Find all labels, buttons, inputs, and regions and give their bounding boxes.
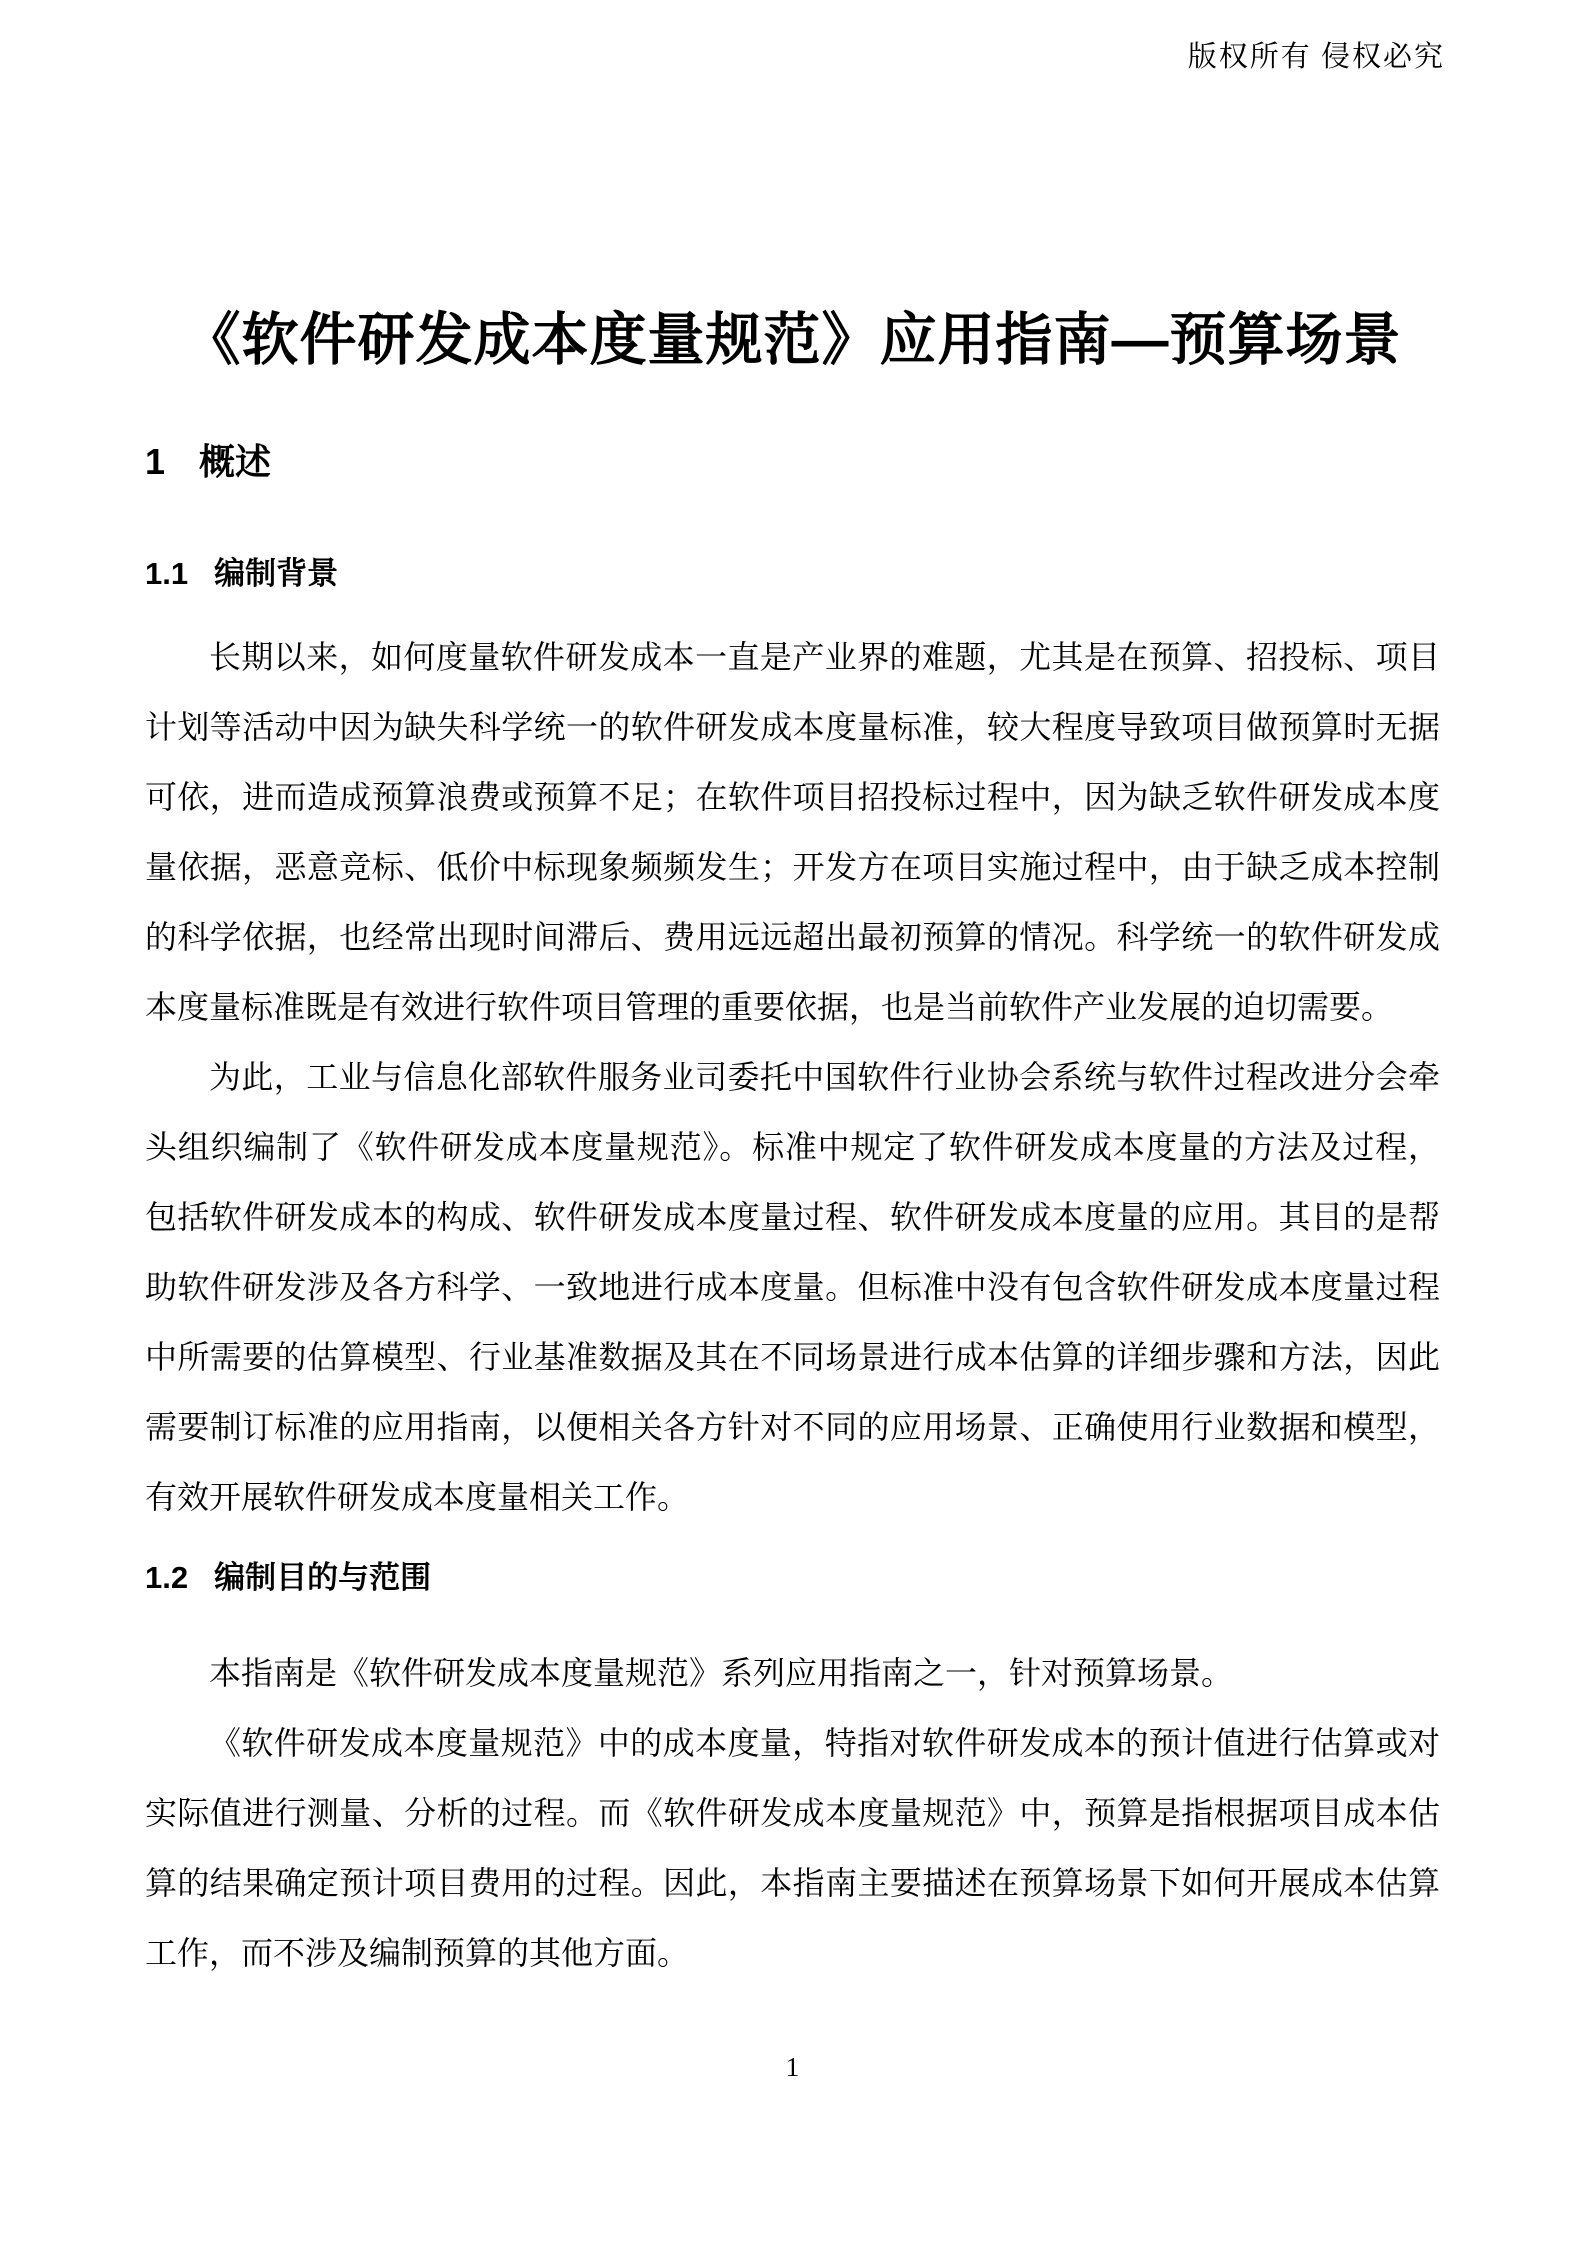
- section-1-2-body: [145, 1638, 1440, 1988]
- paragraph: 《软件研发成本度量规范》中的成本度量，特指对软件研发成本的预计值进行估算或对实际值进行测量、分析的过程。而《软件研发成本度量规范》中，预算是指根据项目成本估算的结果确定预计项目费用的过程。因此，本指南主要描述在预算场景下如何开展成本估算工作，而不涉及编制预算的其他方面。: [145, 1725, 1440, 1971]
- section-number: 1.2: [145, 1560, 189, 1595]
- section-heading-1: [145, 434, 271, 485]
- section-number: 1.1: [145, 556, 189, 591]
- section-title: 编制背景: [214, 556, 339, 591]
- section-1-1-body: [145, 622, 1440, 1532]
- section-number: 1: [145, 441, 166, 482]
- paragraph: 本指南是《软件研发成本度量规范》系列应用指南之一，针对预算场景。: [209, 1655, 1234, 1691]
- section-heading-1-1: [145, 548, 338, 593]
- page-number: 1: [785, 2052, 800, 2082]
- document-title: 《软件研发成本度量规范》应用指南—预算场景: [183, 308, 1402, 373]
- paragraph: 为此，工业与信息化部软件服务业司委托中国软件行业协会系统与软件过程改进分会牵头组织编制了《软件研发成本度量规范》。标准中规定了软件研发成本度量的方法及过程，包括软件研发成本的构成、软件研发成本度量过程、软件研发成本度量的应用。其目的是帮助软件研发涉及各方科学、一致地进行成本度量。但标准中没有包含软件研发成本度量过程中所需要的估算模型、行业基准数据及其在不同场景进行成本估算的详细步骤和方法，因此需要制订标准的应用指南，以便相关各方针对不同的应用场景、正确使用行业数据和模型，有效开展软件研发成本度量相关工作。: [145, 1059, 1440, 1515]
- copyright-notice: 版权所有 侵权必究: [1187, 41, 1445, 73]
- paragraph: 长期以来，如何度量软件研发成本一直是产业界的难题，尤其是在预算、招投标、项目计划等活动中因为缺失科学统一的软件研发成本度量标准，较大程度导致项目做预算时无据可依，进而造成预算浪费或预算不足；在软件项目招投标过程中，因为缺乏软件研发成本度量依据，恶意竞标、低价中标现象频频发生；开发方在项目实施过程中，由于缺乏成本控制的科学依据，也经常出现时间滞后、费用远远超出最初预算的情况。科学统一的软件研发成本度量标准既是有效进行软件项目管理的重要依据，也是当前软件产业发展的迫切需要。: [145, 639, 1440, 1025]
- section-heading-1-2: [145, 1552, 431, 1597]
- section-title: 编制目的与范围: [214, 1560, 432, 1595]
- section-title: 概述: [199, 441, 272, 482]
